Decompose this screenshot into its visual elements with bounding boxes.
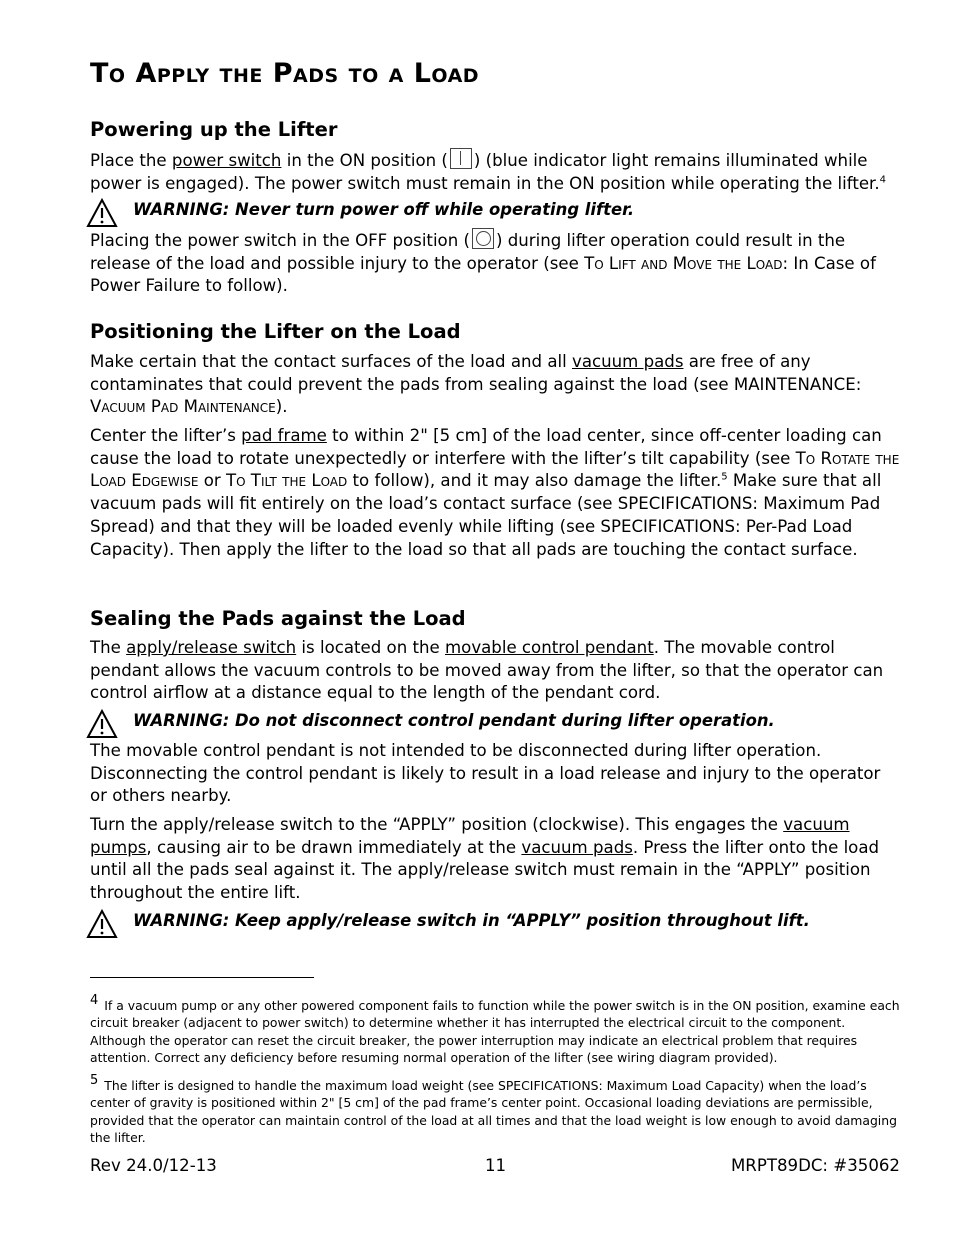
- warning-keep-apply: [90, 909, 900, 937]
- text: The: [90, 638, 127, 657]
- revision: Rev 24.0/12-13: [90, 1156, 217, 1175]
- text: Make certain that the contact surfaces of the load and all: [90, 352, 572, 371]
- footnote-ref-5: 5: [721, 471, 728, 483]
- text: ) (blue indicator light remains illuminated while power is engaged). The power switch must remain in the ON position while operating the lifter.: [90, 151, 880, 193]
- paragraph-pendant-disconnect: The movable control pendant is not intended to be disconnected during lifter operation. Disconnecting the control pendant is likely to result in a load release and injury to the operator or others nearby.: [90, 741, 881, 806]
- link-apply-release-switch: apply/release switch: [126, 638, 297, 657]
- link-vacuum-pads: vacuum pads: [572, 352, 684, 371]
- link-vacuum-pads: vacuum pads: [521, 837, 633, 857]
- cross-reference: Vacuum Pad Maintenance: [90, 397, 276, 417]
- paragraph-pendant: [90, 637, 900, 705]
- link-pad-frame: pad frame: [241, 426, 327, 445]
- footnote-text: The lifter is designed to handle the maximum load weight (see SPECIFICATIONS: Maximum Load Capacity) when the load’s center of gravity is positioned within 2" [5 cm] of the pad frame’s center point. Occasional loading deviations are permissible, provided that the operator can maintain control of the load at all times and that the load weight is low enough to avoid damaging the lifter.: [90, 1078, 897, 1145]
- cross-reference: To Lift and Move the Load: [584, 253, 783, 273]
- document-id: MRPT89DC: #35062: [730, 1156, 900, 1175]
- text: . The movable control pendant allows the vacuum controls to be moved away from the lifter, so that the operator can control airflow at a distance equal to the length of the pendant cord.: [90, 638, 884, 703]
- cross-reference: To Rotate the Load Edgewise: [90, 448, 900, 491]
- warning-triangle-icon: [86, 709, 118, 739]
- text: Place the: [90, 151, 172, 170]
- text: . Press the lifter onto the load until all the pads seal against it. The apply/release switch must remain in the “APPLY” position throughout the entire lift.: [90, 837, 880, 903]
- paragraph-contact-surfaces: [90, 351, 900, 419]
- footnote-number: 4: [90, 993, 99, 1008]
- text: Center the lifter’s: [90, 426, 242, 445]
- section-heading-powering-up: Powering up the Lifter: [90, 118, 338, 141]
- paragraph-power-on: [90, 148, 900, 195]
- link-vacuum-pumps: vacuum pumps: [90, 815, 850, 857]
- cross-reference: To Tilt the Load: [225, 471, 348, 491]
- footnote-4: [90, 992, 900, 1066]
- text: is located on the: [296, 638, 445, 657]
- text: are free of any contaminates that could prevent the pads from sealing against the load (see MAINTENANCE:: [90, 352, 862, 394]
- warning-triangle-icon: [86, 909, 118, 939]
- text: Turn the apply/release switch to the “APPLY” position (clockwise). This engages the: [90, 815, 784, 834]
- power-on-symbol-icon: [450, 148, 472, 169]
- text: Placing the power switch in the OFF position (: [90, 231, 470, 250]
- text: or: [198, 471, 226, 491]
- text: ).: [275, 397, 288, 417]
- warning-do-not-disconnect: [90, 709, 900, 737]
- warning-triangle-icon: [86, 198, 118, 228]
- power-off-symbol-icon: [472, 228, 494, 249]
- text: to follow), and it may also damage the lifter.: [347, 471, 722, 491]
- section-heading-sealing: Sealing the Pads against the Load: [90, 607, 466, 630]
- footnote-ref-4: 4: [879, 174, 886, 186]
- warning-never-turn-off: [90, 198, 900, 226]
- paragraph-power-off: [90, 228, 900, 298]
- footnote-5: [90, 1072, 900, 1146]
- paragraph-apply-switch: [90, 814, 900, 905]
- text: ) during lifter operation could result in the release of the load and possible injury to the operator (see: [90, 231, 846, 273]
- page-number: 11: [485, 1156, 507, 1175]
- footnote-divider: [90, 977, 314, 978]
- footnote-text: If a vacuum pump or any other powered component fails to function while the power switch is in the ON position, examine each circuit breaker (adjacent to power switch) to determine whether it has interrupted the electrical circuit to the component. Although the operator can reset the circuit breaker, the power interruption may indicate an electrical problem that requires attention. Correct any deficiency before resuming normal operation of the lifter (see wiring diagram provided).: [90, 998, 900, 1065]
- text: to within 2" [5 cm] of the load center, since off-center loading can cause the load to rotate unexpectedly or interfere with the lifter’s tilt capability (see: [90, 426, 882, 468]
- paragraph-center-lifter: [90, 425, 900, 561]
- text: Make sure that all vacuum pads will fit entirely on the load’s contact surface (see SPECIFICATIONS: Maximum Pad Spread) and that they will be loaded evenly while lifting (see SPECIFICATIONS: Per-Pad Load Capacity). Then apply the lifter to the load so that all pads are touching the contact surface.: [90, 471, 882, 559]
- text: : In Case of Power Failure to follow).: [90, 253, 876, 296]
- warning-text: WARNING: Keep apply/release switch in “APPLY” position throughout lift.: [133, 911, 810, 930]
- section-heading-positioning: Positioning the Lifter on the Load: [90, 320, 461, 343]
- text: , causing air to be drawn immediately at the: [146, 837, 522, 857]
- footnote-number: 5: [90, 1073, 99, 1088]
- warning-text: WARNING: Never turn power off while operating lifter.: [133, 200, 635, 219]
- page-title: To Apply the Pads to a Load: [90, 58, 480, 89]
- link-movable-control-pendant: movable control pendant: [445, 638, 654, 657]
- text: in the ON position (: [281, 151, 448, 170]
- link-power-switch: power switch: [171, 151, 282, 170]
- warning-text: WARNING: Do not disconnect control pendant during lifter operation.: [133, 711, 775, 730]
